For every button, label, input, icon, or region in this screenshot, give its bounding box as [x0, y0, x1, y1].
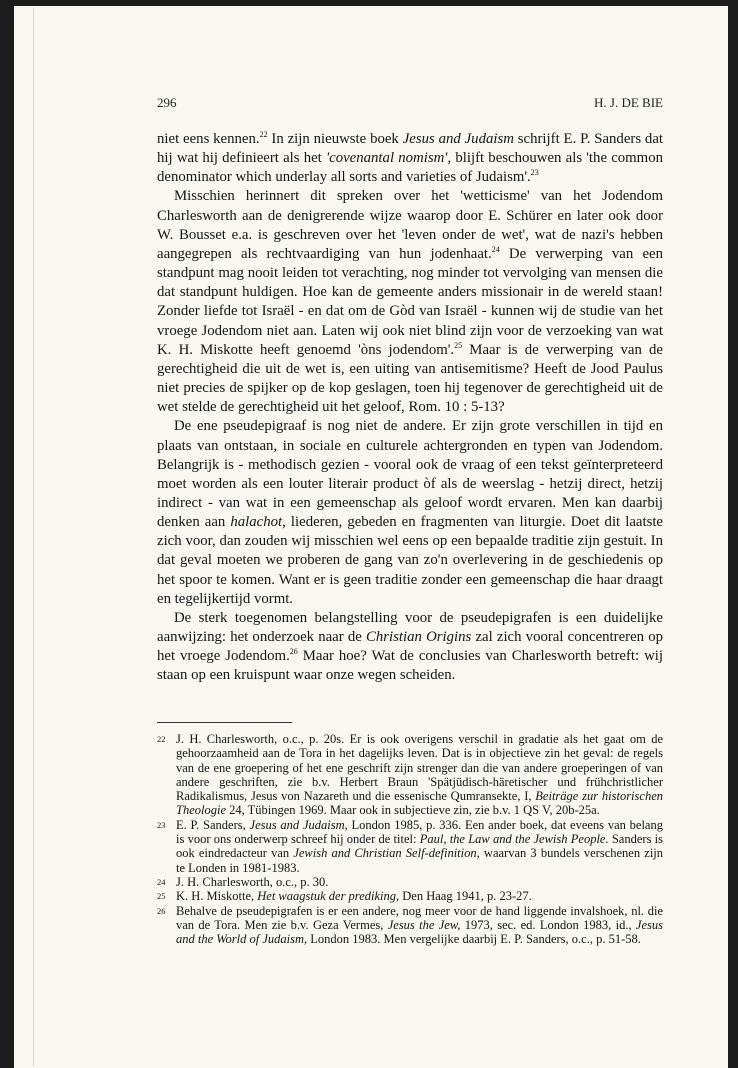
text-run: Behalve de pseudepigrafen is er een andere, nog meer voor de hand liggende invalshoek, nl. die van de Tora. Men zie b.v. Geza Vermes, — [176, 903, 663, 932]
text-run: De ene pseudepigraaf is nog niet de andere. Er zijn grote verschillen in tijd en plaats van ontstaan, in sociale en culturele achtergronden en typen van Jodendom. Belangrijk is - methodisch gezien - vooral ook de vraag of een tekst geïnterpreteerd moet worden als een louter literair product òf als de weerslag - hetzij direct, hetzij indirect - van wat in een gemeenschap als geloof wordt ervaren. Men kan daarbij denken aan — [157, 418, 663, 531]
footnote-ref: 23 — [530, 168, 539, 178]
italic-text: 'covenantal nomism' — [325, 150, 448, 167]
italic-text: halachot — [230, 514, 283, 531]
footnote-text — [176, 732, 663, 817]
footnote — [157, 732, 663, 818]
text-run: Maar hoe? Wat de conclusies van Charlesworth betreft: wij staan op een kruispunt waar onze wegen scheiden. — [157, 648, 663, 684]
text-run: De verwerping van een standpunt mag nooit leiden tot verachting, nog minder tot vervolging van mensen die dat standpunt huldigen. Hoe kan de gemeente anders missionair in de wereld staan! Zonder liefde tot Israël - en dat om de Gòd van Israël - kunnen wij de studie van het vroege Jodendom niet aan. Laten wij ook niet blind zijn voor de verzoeking van wat K. H. Miskotte heeft genoemd 'òns jodendom'. — [157, 245, 663, 358]
footnote-text — [176, 889, 532, 903]
paragraph — [157, 417, 663, 609]
paragraph — [157, 187, 663, 417]
footnote-rule — [157, 722, 292, 723]
footnote-marker: 22 — [157, 734, 166, 744]
text-run: London 1985, p. 336. Een ander boek, dat eveens van belang is voor ons onderwerp schreef hij onder de titel: — [176, 817, 663, 847]
text-run: London 1983. Men vergelijke daarbij E. P. Sanders, o.c., p. 51-58. — [307, 932, 641, 947]
paragraph — [157, 130, 663, 187]
text-run: J. H. Charlesworth, o.c., p. 20s. Er is ook overigens verschil in gradatie als het gaat om de gehoorzaamheid aan de Tora in het dagelijks leven. Dat is in objectieve zin het geval: de regels van de ene groepering of het ene geschrift zijn strenger dan die van andere groeperingen of van andere geschriften, zie b.v. Herbert Braun 'Spätjüdisch-häretischer und frühchristlicher Radikalismus, Jesus von Nazareth und die essenische Qumransekte, I, — [176, 732, 663, 804]
footnote-text — [176, 875, 328, 889]
scan-edge-line — [33, 8, 34, 1066]
text-run: Den Haag 1941, p. 23-27. — [399, 889, 532, 904]
footnote — [157, 904, 663, 947]
footnote-ref: 24 — [491, 244, 500, 254]
text-run: De sterk toegenomen belangstelling voor de pseudepigrafen is een duidelijke aanwijzing: het onderzoek naar de — [157, 609, 663, 646]
text-run: Sanders is ook eindredacteur van — [176, 832, 664, 861]
footnote-marker: 24 — [157, 876, 166, 887]
italic-text: Jesus and Judaism, — [249, 817, 348, 832]
italic-text: Jewish and Christian Self-definition, — [293, 846, 480, 861]
footnote-ref: 25 — [454, 340, 463, 350]
text-run: Misschien herinnert dit spreken over het 'wetticisme' van het Jodendom Charlesworth aan de denigrerende wijze waarop door E. Schürer en later ook door W. Bousset e.a. is geschreven over het 'leven onder de wet', wat de nazi's hebben aangegrepen als rechtvaardiging van hun jodenhaat. — [157, 188, 663, 262]
italic-text: Jesus the Jew, — [387, 917, 461, 932]
paragraph — [157, 609, 663, 686]
footnote-text — [176, 818, 663, 875]
text-run: In zijn nieuwste boek — [267, 131, 403, 147]
footnote — [157, 818, 663, 875]
text-run: zal zich vooral concentreren op het vroege Jodendom. — [157, 629, 664, 665]
text-run: 24, Tübingen 1969. Maar ook in subjectieve zin, zie b.v. 1 QS V, 20b-25a. — [226, 803, 600, 818]
footnote-text — [176, 904, 663, 947]
italic-text: Jesus and the World of Judaism, — [176, 917, 663, 947]
italic-text: Christian Origins — [365, 629, 472, 646]
text-run: schrijft E. P. Sanders dat hij wat hij definieert als het — [157, 131, 664, 167]
footnotes — [157, 732, 663, 946]
text-run: K. H. Miskotte, — [176, 889, 258, 904]
footnote-marker: 25 — [157, 891, 166, 902]
main-text — [157, 130, 663, 686]
text-run: , blijft beschouwen als 'the common denominator which underlay all sorts and varieties of Judaism'. — [157, 150, 663, 186]
italic-text: Paul, the Law and the Jewish People. — [419, 832, 609, 847]
text-run: niet eens kennen. — [157, 131, 260, 147]
footnote — [157, 875, 663, 889]
text-run: E. P. Sanders, — [176, 817, 250, 832]
footnote-marker: 26 — [157, 905, 166, 916]
page-number: 296 — [157, 95, 177, 110]
running-head-author: H. J. DE BIE — [594, 95, 663, 110]
italic-text: Het waagstuk der prediking, — [257, 889, 400, 904]
text-run: J. H. Charlesworth, o.c., p. 30. — [176, 874, 329, 889]
footnote-marker: 23 — [157, 819, 166, 830]
italic-text: Beiträge zur historischen Theologie — [176, 789, 663, 818]
footnote — [157, 889, 663, 903]
text-run: Maar is de verwerping van de gerechtigheid die uit de wet is, een uiting van antisemitisme? Heeft de Jood Paulus niet precies de spijker op de kop geslagen, toen hij tegenover de gerechtigheid uit de wet stelde de gerechtigheid uit het geloof, Rom. 10 : 5-13? — [157, 341, 663, 416]
text-run: , liederen, gebeden en fragmenten van liturgie. Doet dit laatste zich voor, dan zouden wij misschien wel eens op een bepaalde traditie zijn gestuit. In dat geval moeten we proberen de gang van zo'n overlevering in de geschiedenis op het spoor te komen. Want er is geen traditie zonder een gemeenschap die haar draagt en tegelijkertijd vormt. — [157, 514, 664, 607]
text-run: waarvan 3 bundels verschenen zijn te Londen in 1981-1983. — [176, 846, 664, 875]
text-run: 1973, sec. ed. London 1983, id., — [460, 917, 636, 932]
footnote-ref: 22 — [259, 130, 268, 139]
italic-text: Jesus and Judaism — [402, 131, 514, 147]
footnote-ref: 26 — [289, 647, 298, 657]
